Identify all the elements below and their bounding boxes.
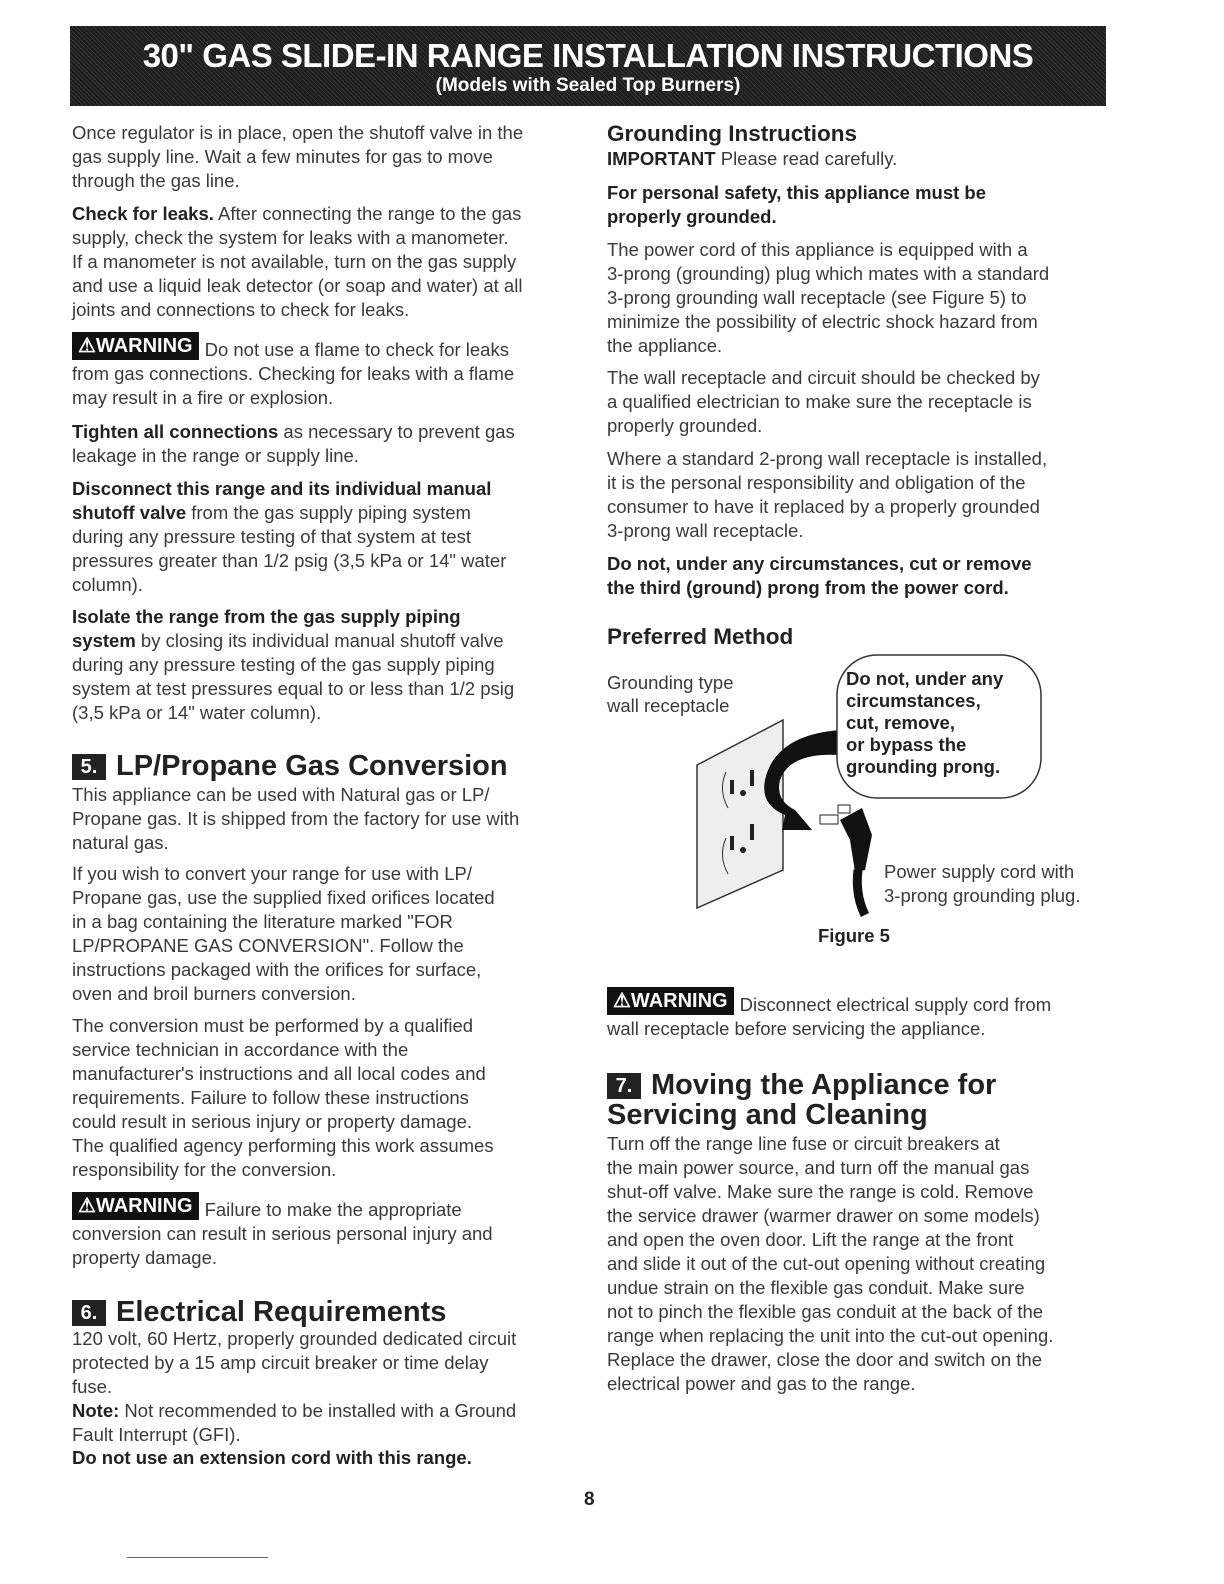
section-title: LP/Propane Gas Conversion [116, 750, 508, 782]
figure-caption: Figure 5 [818, 925, 890, 946]
section-number-badge: 5. [72, 754, 106, 780]
preferred-method-heading: Preferred Method [607, 624, 794, 649]
section-number-badge: 7. [607, 1073, 641, 1099]
paragraph-2-prong: Where a standard 2-prong wall receptacle is installed, it is the personal responsibility and obligation of the consumer to have it replaced by a properly grounded 3-prong wall receptacle. [607, 448, 1048, 541]
paragraph-lp-technician: The conversion must be performed by a qualified service technician in accordance with the manufacturer's instructions and all local codes and requirements. Failure to follow these instructions could result in serious injury or property damage. The qualified agency performing this work assumes responsibility for the conversion. [72, 1015, 494, 1180]
grounding-heading: Grounding Instructions [607, 121, 857, 146]
section-title: Electrical Requirements [116, 1296, 447, 1328]
warning-text: Do not use a flame to check for leaks from gas connections. Checking for leaks with a flame may result in a fire or explosion. [72, 339, 515, 408]
paragraph-power-cord: The power cord of this appliance is equipped with a 3-prong (grounding) plug which mates with a standard 3-prong grounding wall receptacle (see Figure 5) to minimize the possibility of electric shock hazard from the appliance. [607, 239, 1050, 356]
body-text: Please read carefully. [715, 148, 898, 169]
lead-bold: Check for leaks. [72, 203, 214, 224]
body-text: from the gas supply piping system during any pressure testing of that system at test pressures greater than 1/2 psig (3,5 kPa or 14" water column). [72, 502, 507, 595]
lead-bold: Tighten all connections [72, 421, 279, 442]
bold-text: For personal safety, this appliance must be properly grounded. [607, 182, 987, 227]
paragraph-note [72, 1399, 582, 1447]
paragraph-wall-receptacle: The wall receptacle and circuit should be checked by a qualified electrician to make sure the receptacle is properly grounded. [607, 367, 1040, 436]
body-text: Not recommended to be installed with a Ground Fault Interrupt (GFI). [72, 1400, 517, 1445]
lead-bold: IMPORTANT [607, 148, 716, 169]
body-text: After connecting the range to the gas supply, check the system for leaks with a manometer. If a manometer is not available, turn on the gas supply and use a liquid leak detector (or soap and water) at all joints and connections to check for leaks. [72, 203, 523, 320]
warning-text: Failure to make the appropriate conversion can result in serious personal injury and property damage. [72, 1199, 493, 1268]
warning-badge: ⚠WARNING [607, 987, 734, 1015]
figure-label-cord: Power supply cord with 3-prong grounding plug. [884, 861, 1081, 906]
paragraph-disconnect [72, 477, 582, 597]
paragraph-moving: Turn off the range line fuse or circuit breakers at the main power source, and turn off the manual gas shut-off valve. Make sure the range is cold. Remove the service drawer (warmer drawer on some models) and open the oven door. Lift the range at the front and slide it out of the cut-out opening without creating undue strain on the flexible gas conduit. Make sure not to pinch the flexible gas conduit at the back of the range when replacing the unit into the cut-out opening. Replace the drawer, close the door and switch on the electrical power and gas to the range. [607, 1133, 1054, 1394]
paragraph-do-not-remove [607, 552, 1117, 600]
bold-text: Do not use an extension cord with this range. [72, 1447, 472, 1468]
warning-text: Disconnect electrical supply cord from wall receptacle before servicing the appliance. [607, 994, 1052, 1039]
warning-disconnect [607, 987, 1117, 1041]
paragraph-important [607, 147, 1117, 171]
page-number: 8 [584, 1489, 595, 1510]
warning-badge: ⚠WARNING [72, 332, 199, 360]
paragraph-check-leaks [72, 202, 582, 322]
wall-receptacle-icon [697, 720, 783, 908]
paragraph-regulator: Once regulator is in place, open the shutoff valve in the gas supply line. Wait a few minutes for gas to move through the gas line. [72, 122, 524, 191]
warning-conversion [72, 1192, 582, 1270]
lead-bold: Disconnect this range and its individual manual shutoff valve [72, 478, 492, 523]
paragraph-extension-cord [72, 1446, 582, 1470]
paragraph-isolate [72, 605, 582, 725]
paragraph-tighten [72, 420, 582, 468]
paragraph-safety [607, 181, 1117, 229]
section-6-heading [72, 1297, 446, 1327]
footer-divider [127, 1557, 268, 1558]
section-5-heading [72, 751, 508, 781]
paragraph-electrical: 120 volt, 60 Hertz, properly grounded dedicated circuit protected by a 15 amp circuit breaker or time delay fuse. [72, 1328, 517, 1397]
section-number-badge: 6. [72, 1300, 106, 1326]
section-7-heading [607, 1070, 996, 1130]
page-header [70, 26, 1106, 106]
figure-callout-text: Do not, under any circumstances, cut, remove, or bypass the grounding prong. [846, 668, 1004, 777]
page-subtitle: (Models with Sealed Top Burners) [435, 75, 741, 96]
lead-bold: Isolate the range from the gas supply piping system [72, 606, 461, 651]
plug-icon [820, 805, 872, 915]
body-text: by closing its individual manual shutoff valve during any pressure testing of the gas supply piping system at test pressures equal to or less than 1/2 psig (3,5 kPa or 14" water column). [72, 630, 515, 723]
note-label: Note: [72, 1400, 120, 1421]
bold-text: Do not, under any circumstances, cut or remove the third (ground) prong from the power cord. [607, 553, 1032, 598]
figure-label-receptacle: Grounding type wall receptacle [607, 672, 734, 716]
body-text: as necessary to prevent gas leakage in the range or supply line. [72, 421, 515, 466]
page-title: 30" GAS SLIDE-IN RANGE INSTALLATION INSTRUCTIONS [142, 37, 1034, 74]
section-title: Moving the Appliance for Servicing and Cleaning [607, 1069, 997, 1131]
paragraph-lp-convert: If you wish to convert your range for use with LP/ Propane gas, use the supplied fixed orifices located in a bag containing the literature marked "FOR LP/PROPANE GAS CONVERSION". Follow the instructions packaged with the orifices for surface, oven and broil burners conversion. [72, 863, 495, 1004]
paragraph-lp-intro: This appliance can be used with Natural gas or LP/ Propane gas. It is shipped from the factory for use with natural gas. [72, 784, 520, 853]
warning-badge: ⚠WARNING [72, 1192, 199, 1220]
warning-flame [72, 332, 582, 410]
